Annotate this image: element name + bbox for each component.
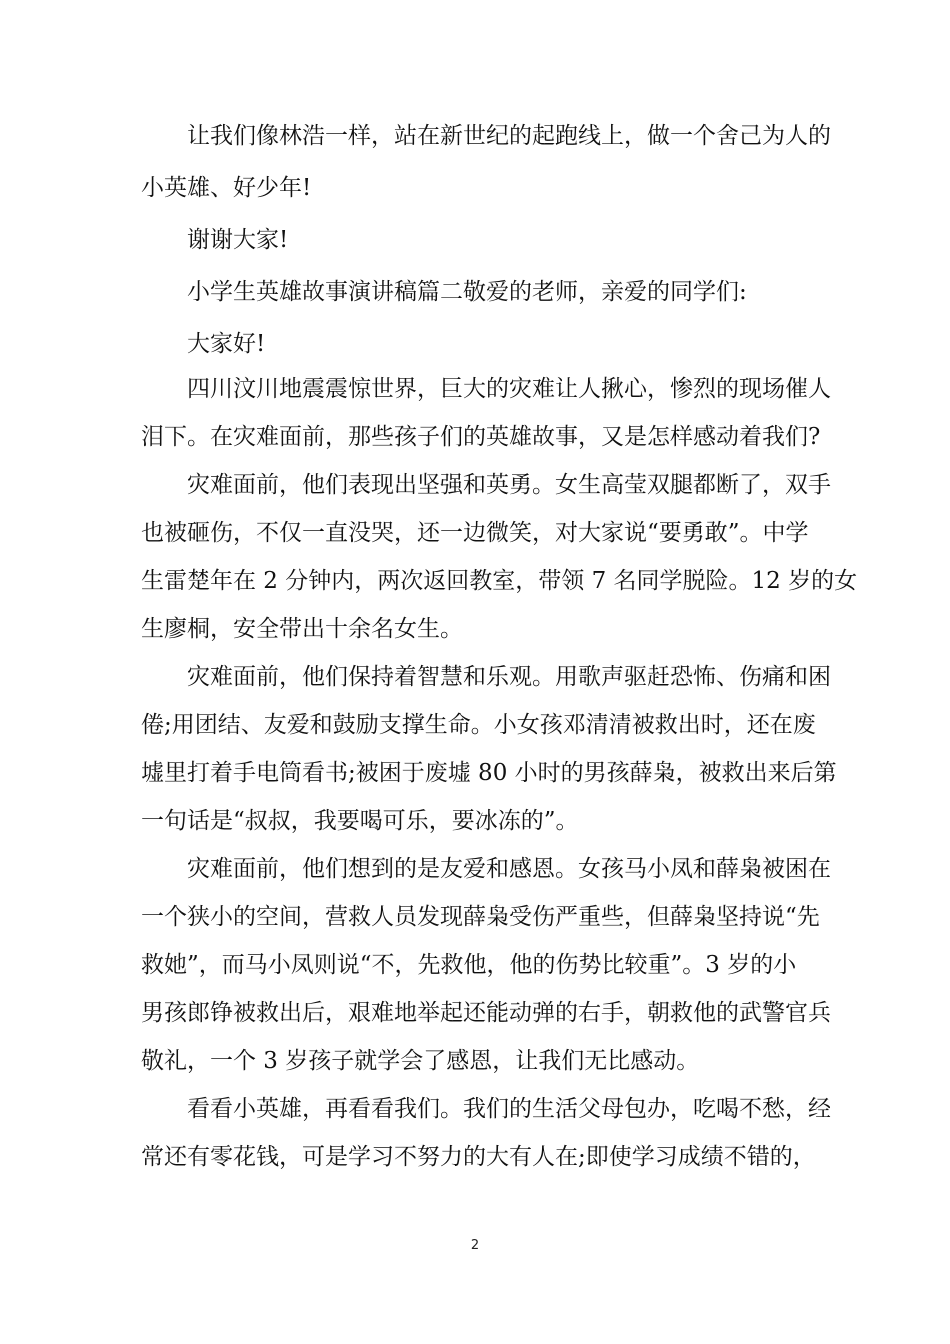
- text-line: 谢谢大家!: [141, 227, 289, 253]
- text-line: 生廖桐，安全带出十余名女生。: [141, 616, 463, 642]
- text-line: 小学生英雄故事演讲稿篇二敬爱的老师，亲爱的同学们:: [141, 279, 747, 305]
- text-line: 让我们像林浩一样，站在新世纪的起跑线上，做一个舍己为人的: [141, 123, 831, 149]
- text-line: 四川汶川地震震惊世界，巨大的灾难让人揪心，惨烈的现场催人: [141, 376, 831, 402]
- text-line: 敬礼，一个 3 岁孩子就学会了感恩，让我们无比感动。: [141, 1048, 700, 1074]
- text-line: 倦;用团结、友爱和鼓励支撑生命。小女孩邓清清被救出时，还在废: [141, 712, 816, 738]
- text-line: 大家好!: [141, 331, 266, 357]
- text-line: 一句话是“叔叔，我要喝可乐，要冰冻的”。: [141, 808, 579, 834]
- page-number: 2: [470, 1238, 480, 1253]
- text-line: 看看小英雄，再看看我们。我们的生活父母包办，吃喝不愁，经: [141, 1096, 831, 1122]
- text-line: 也被砸伤，不仅一直没哭，还一边微笑，对大家说“要勇敢”。中学: [141, 520, 809, 546]
- text-line: 男孩郎铮被救出后，艰难地举起还能动弹的右手，朝救他的武警官兵: [141, 1000, 831, 1026]
- text-line: 灾难面前，他们表现出坚强和英勇。女生高莹双腿都断了，双手: [141, 472, 831, 498]
- text-line: 生雷楚年在 2 分钟内，两次返回教室，带领 7 名同学脱险。12 岁的女: [141, 568, 858, 594]
- text-line: 灾难面前，他们保持着智慧和乐观。用歌声驱赶恐怖、伤痛和困: [141, 664, 831, 690]
- text-line: 一个狭小的空间，营救人员发现薛枭受伤严重些，但薛枭坚持说“先: [141, 904, 820, 930]
- text-line: 救她”，而马小凤则说“不，先救他，他的伤势比较重”。3 岁的小: [141, 952, 797, 978]
- text-line: 灾难面前，他们想到的是友爱和感恩。女孩马小凤和薛枭被困在: [141, 856, 831, 882]
- text-line: 常还有零花钱，可是学习不努力的大有人在;即使学习成绩不错的，: [141, 1144, 816, 1170]
- text-line: 泪下。在灾难面前，那些孩子们的英雄故事，又是怎样感动着我们?: [141, 424, 821, 450]
- text-line: 小英雄、好少年!: [141, 175, 312, 201]
- text-line: 墟里打着手电筒看书;被困于废墟 80 小时的男孩薛枭，被救出来后第: [141, 760, 837, 786]
